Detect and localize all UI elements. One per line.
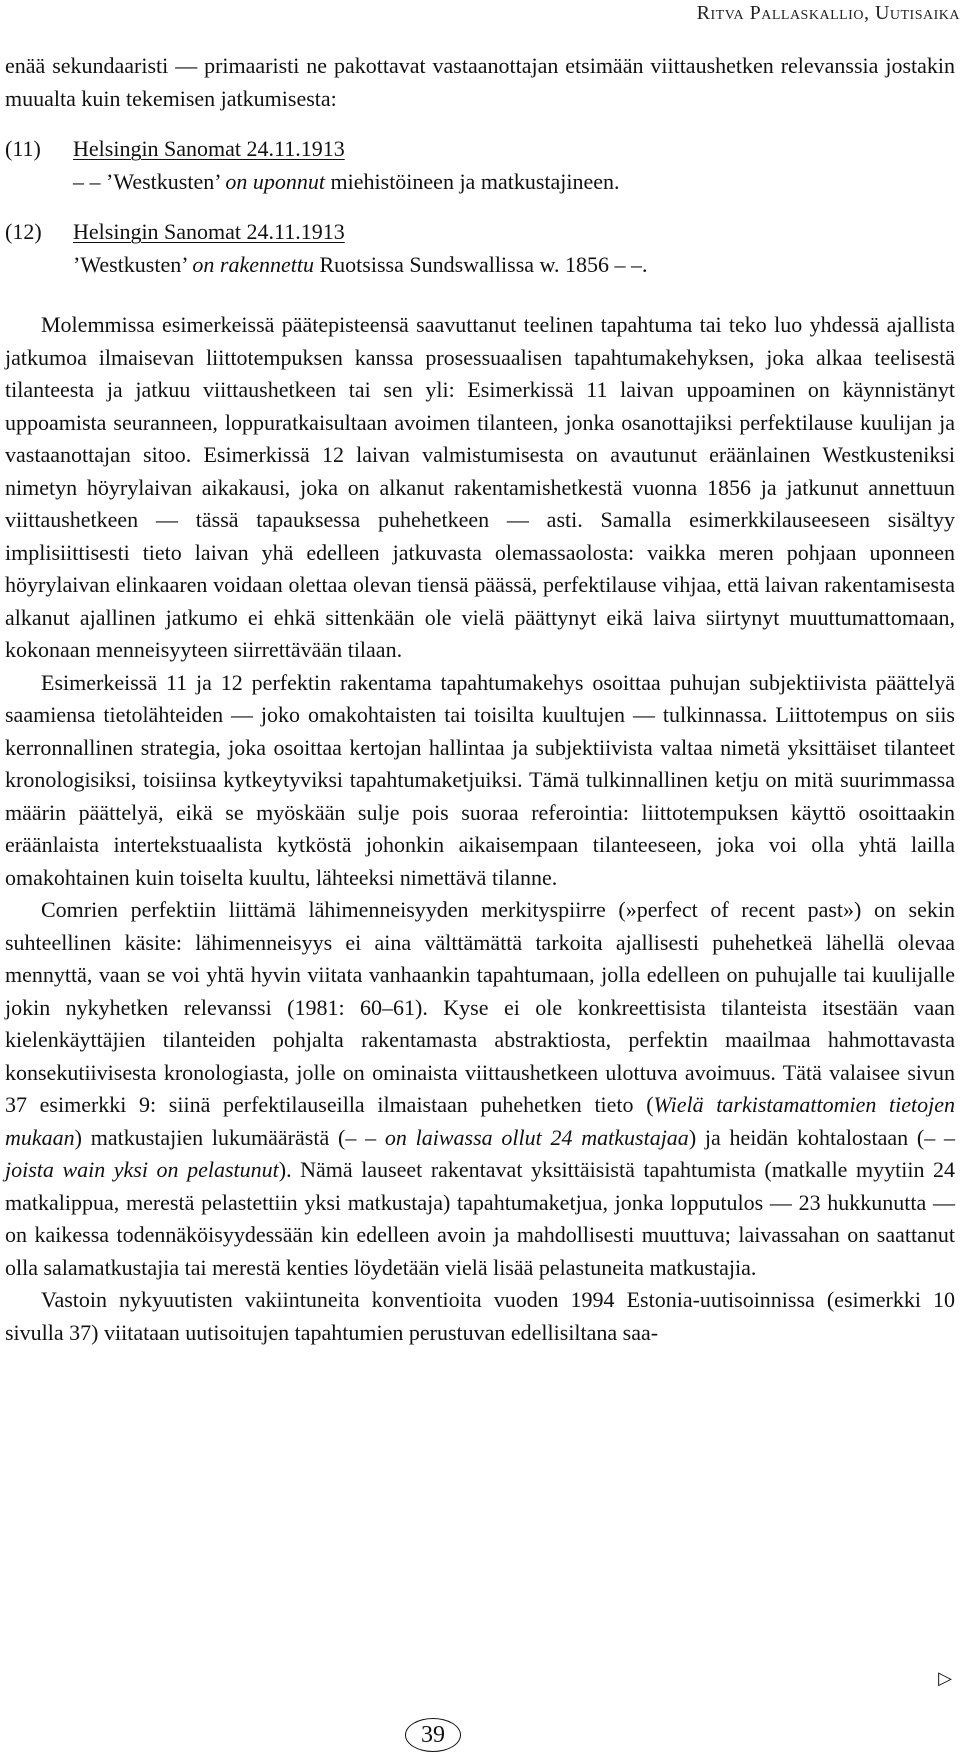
body-paragraph-1: Molemmissa esimerkeissä päätepisteensä saavuttanut teelinen tapahtuma tai teko luo yhdessä ajallista jatkumoa ilmaisevan liittotempuksen kanssa prosessuaalisen tapahtumakehyksen, joka alkaa teelisestä tilanteesta ja jatkuu viittaushetkeen tai sen yli: Esimerkissä 11 laivan uppoaminen on käynnistänyt uppoamista seuranneen, loppuratkaisultaan avoimen tilanteen, jonka osanottajiksi perfektilause kuulijan ja vastaanottajan sitoo. Esimerkissä 12 laivan valmistumisesta on avautunut eräänlainen Westkusteniksi nimetyn höyrylaivan aikakausi, joka on alkanut rakentamishetkestä vuonna 1856 ja jatkunut annettuun viittaushetkeen — tässä tapauksessa puhehetkeen — asti. Samalla esimerkkilauseeseen sisältyy implisiittisesti tieto laivan yhä edelleen jatkuvasta olemassaolosta: vaikka meren pohjaan uponneen höyrylaivan elinkaaren voidaan olettaa olevan tiensä päässä, perfektilause vihjaa, että laivan rakentamisesta alkanut ajallinen jatkumo ei ehkä sittenkään ole vielä päättynyt eikä laiva siirtynyt muuttumattomaan, kokonaan menneisyyteen siirrettävään tilaan.	[5, 312, 955, 662]
page-number	[405, 1718, 461, 1752]
example-source: Helsingin Sanomat 24.11.1913	[73, 219, 345, 244]
running-header: Ritva Pallaskallio, Uutisaika	[696, 2, 960, 24]
example-line: ’Westkusten’ on rakennettu Ruotsissa Sundswallissa w. 1856 – –.	[73, 251, 648, 277]
example-source: Helsingin Sanomat 24.11.1913	[73, 136, 345, 161]
example-number: (11)	[5, 136, 41, 161]
body-paragraph-4: Vastoin nykyuutisten vakiintuneita konventioita vuoden 1994 Estonia-uutisoinnissa (esimerkki 10 sivulla 37) viitataan uutisoitujen tapahtumien perustuvan edellisiltana saa-	[5, 1287, 955, 1345]
example-line: – – ’Westkusten’ on uponnut miehistöineen ja matkustajineen.	[73, 168, 620, 194]
example-11	[5, 133, 955, 198]
continue-arrow-icon: ▷	[938, 1668, 952, 1688]
intro-paragraph: enää sekundaaristi — primaaristi ne pakottavat vastaanottajan etsimään viittaushetken relevanssia jostakin muualta kuin tekemisen jatkumisesta:	[5, 53, 955, 111]
page-number-label: 39	[421, 1721, 445, 1748]
example-number: (12)	[5, 219, 42, 244]
body-paragraph-3: Comrien perfektiin liittämä lähimenneisyyden merkityspiirre (»perfect of recent past») on sekin suhteellinen käsite: lähimenneisyys ei aina välttämättä tarkoita ajallisesti puhehetkeä lähellä olevaa mennyttä, vaan se voi yhtä hyvin viitata vanhaankin tapahtumaan, jolla edelleen on puhujalle tai kuulijalle jokin nykyhetken relevanssi (1981: 60–61). Kyse ei ole konkreettisista tilanteista itsestään vaan kielenkäyttäjien tilanteiden pohjalta rakentamasta abstraktiosta, perfektin maailmaa hahmottavasta konsekutiivisesta kronologiasta, jolle on ominaista viittaushetkeen ulottuva avoimuus. Tätä valaisee sivun 37 esimerkki 9: siinä perfektilauseilla ilmaistaan puhehetken tieto (Wielä tarkistamattomien tietojen mukaan) matkustajien lukumäärästä (– – on laiwassa ollut 24 matkustajaa) ja heidän kohtalostaan (– – joista wain yksi on pelastunut). Nämä lauseet rakentavat yksittäisistä tapahtumista (matkalle myytiin 24 matkalippua, merestä pelastettiin yksi matkustaja) tapahtumaketjua, jonka lopputulos — 23 hukkunutta — on kaikessa todennäköisyydessään kin edelleen avoin ja mahdollisesti muuttuva; laivassahan on saattanut olla salamatkustajia tai merestä kenties löydetään vielä lisää pelastuneita matkustajia.	[5, 897, 955, 1280]
example-12	[5, 216, 955, 281]
body-paragraph-2: Esimerkeissä 11 ja 12 perfektin rakentama tapahtumakehys osoittaa puhujan subjektiivista päättelyä saamiensa tietolähteiden — joko omakohtaisten tai toisilta kuultujen — tulkinnassa. Liittotempus on siis kerronnallinen strategia, joka osoittaa kertojan hallintaa ja subjektiivista valtaa nimetä yksittäiset tilanteet kronologisiksi, toisiinsa kytkeytyviksi tapahtumaketjuiksi. Tämä tulkinnallinen ketju on mitä suurimmassa määrin päättelyä, eikä se myöskään sulje pois suoraa referointia: liittotempuksen käyttö osoittaakin eräänlaista intertekstuaalista kytköstä johonkin aikaisempaan tilanteeseen, joka voi olla yhtä lailla omakohtainen kuin toiselta kuultu, lähteeksi nimettävä tilanne.	[5, 669, 955, 890]
page-body	[5, 50, 955, 1349]
